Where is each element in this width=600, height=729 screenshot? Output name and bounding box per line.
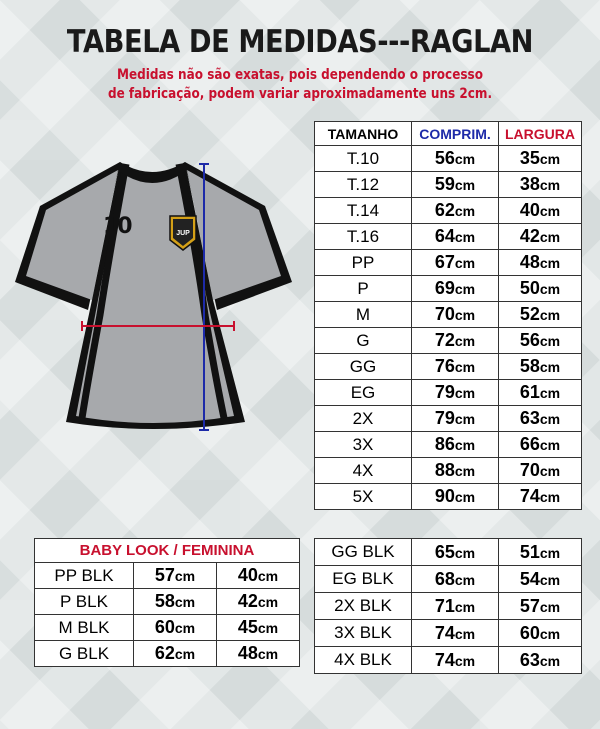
table-row [315, 172, 582, 198]
table-row [315, 458, 582, 484]
table-row [315, 593, 582, 620]
width-value: 48cm [217, 641, 300, 667]
length-value: 79cm [412, 406, 499, 432]
width-value: 40cm [499, 198, 582, 224]
table-row [35, 563, 300, 589]
size-label: P BLK [35, 589, 134, 615]
size-label: 3X BLK [315, 620, 412, 647]
size-label: T.12 [315, 172, 412, 198]
length-value: 59cm [412, 172, 499, 198]
length-value: 74cm [412, 647, 499, 674]
length-value: 65cm [412, 539, 499, 566]
width-value: 56cm [499, 328, 582, 354]
size-label: 3X [315, 432, 412, 458]
header-width: LARGURA [499, 122, 582, 146]
table-row [315, 432, 582, 458]
length-value: 88cm [412, 458, 499, 484]
width-value: 61cm [499, 380, 582, 406]
length-value: 60cm [134, 615, 217, 641]
size-label: T.16 [315, 224, 412, 250]
table-row [315, 354, 582, 380]
logo-text: JUP [176, 230, 190, 237]
table-row [315, 620, 582, 647]
page-title: TABELA DE MEDIDAS---RAGLAN [66, 24, 534, 60]
length-value: 57cm [134, 563, 217, 589]
table-row [35, 615, 300, 641]
length-value: 67cm [412, 250, 499, 276]
table-row [315, 198, 582, 224]
table-row [315, 484, 582, 510]
raglan-shirt-illustration [0, 140, 305, 440]
table-row [315, 276, 582, 302]
baby-look-heading: BABY LOOK / FEMININA [35, 539, 300, 563]
length-value: 58cm [134, 589, 217, 615]
width-value: 45cm [217, 615, 300, 641]
width-value: 38cm [499, 172, 582, 198]
length-value: 70cm [412, 302, 499, 328]
blk-size-table [314, 538, 582, 674]
width-value: 42cm [217, 589, 300, 615]
length-value: 71cm [412, 593, 499, 620]
size-label: PP BLK [35, 563, 134, 589]
table-row [315, 539, 582, 566]
size-label: P [315, 276, 412, 302]
size-label: 2X [315, 406, 412, 432]
size-label: 4X [315, 458, 412, 484]
size-label: GG [315, 354, 412, 380]
length-value: 79cm [412, 380, 499, 406]
length-value: 69cm [412, 276, 499, 302]
table-row [315, 250, 582, 276]
baby-look-header [35, 539, 300, 563]
table-row [315, 380, 582, 406]
width-value: 57cm [499, 593, 582, 620]
table-row [315, 406, 582, 432]
table-row [315, 328, 582, 354]
width-value: 51cm [499, 539, 582, 566]
size-label: G BLK [35, 641, 134, 667]
size-label: M [315, 302, 412, 328]
width-value: 48cm [499, 250, 582, 276]
size-label: PP [315, 250, 412, 276]
length-value: 62cm [134, 641, 217, 667]
width-value: 66cm [499, 432, 582, 458]
table-row [315, 647, 582, 674]
width-value: 60cm [499, 620, 582, 647]
width-value: 40cm [217, 563, 300, 589]
size-label: T.14 [315, 198, 412, 224]
table-row [35, 589, 300, 615]
width-value: 58cm [499, 354, 582, 380]
width-value: 63cm [499, 647, 582, 674]
width-value: 42cm [499, 224, 582, 250]
table-row [35, 641, 300, 667]
table-row [315, 146, 582, 172]
width-value: 54cm [499, 566, 582, 593]
width-value: 52cm [499, 302, 582, 328]
size-label: 4X BLK [315, 647, 412, 674]
size-label: 2X BLK [315, 593, 412, 620]
length-value: 76cm [412, 354, 499, 380]
size-label: G [315, 328, 412, 354]
baby-look-table [34, 538, 300, 667]
size-table-header [315, 122, 582, 146]
size-label: T.10 [315, 146, 412, 172]
size-label: EG BLK [315, 566, 412, 593]
table-row [315, 224, 582, 250]
header-length: COMPRIM. [412, 122, 499, 146]
length-value: 64cm [412, 224, 499, 250]
length-value: 62cm [412, 198, 499, 224]
table-row [315, 302, 582, 328]
table-row [315, 566, 582, 593]
disclaimer-line-2: de fabricação, podem variar aproximadamente uns 2cm. [107, 86, 493, 102]
width-value: 50cm [499, 276, 582, 302]
size-table [314, 121, 582, 510]
length-value: 72cm [412, 328, 499, 354]
length-value: 68cm [412, 566, 499, 593]
size-label: M BLK [35, 615, 134, 641]
jersey-number: 10 [103, 214, 132, 239]
length-value: 90cm [412, 484, 499, 510]
length-value: 56cm [412, 146, 499, 172]
size-label: EG [315, 380, 412, 406]
size-label: GG BLK [315, 539, 412, 566]
length-value: 74cm [412, 620, 499, 647]
size-label: 5X [315, 484, 412, 510]
header-size: TAMANHO [315, 122, 412, 146]
disclaimer-line-1: Medidas não são exatas, pois dependendo o processo [117, 67, 483, 83]
width-value: 74cm [499, 484, 582, 510]
width-value: 63cm [499, 406, 582, 432]
width-value: 35cm [499, 146, 582, 172]
width-value: 70cm [499, 458, 582, 484]
length-value: 86cm [412, 432, 499, 458]
